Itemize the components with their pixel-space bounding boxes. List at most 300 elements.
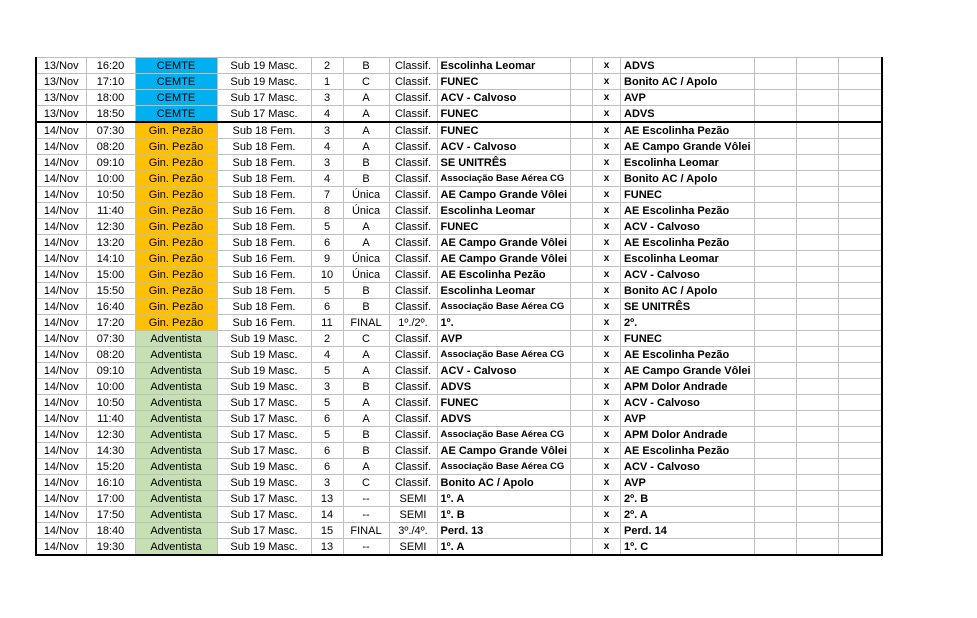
team-away-cell: ACV - Calvoso [621,395,755,411]
time-cell: 10:00 [86,379,135,395]
table-row [36,74,882,90]
team-home-cell: Associação Base Aérea CG [437,459,571,475]
date-cell: 14/Nov [36,363,86,379]
category-cell: Sub 17 Masc. [217,443,311,459]
table-row [36,283,882,299]
game-number-cell: 5 [311,283,343,299]
date-cell: 14/Nov [36,122,86,139]
category-cell: Sub 19 Masc. [217,331,311,347]
time-cell: 16:10 [86,475,135,491]
game-number-cell: 5 [311,219,343,235]
game-number-cell: 10 [311,267,343,283]
date-cell: 13/Nov [36,74,86,90]
category-cell: Sub 19 Masc. [217,347,311,363]
date-cell: 14/Nov [36,251,86,267]
team-away-cell: ADVS [621,58,755,74]
score-home-cell [571,106,593,123]
venue-cell: Adventista [135,491,217,507]
group-cell: A [343,90,389,106]
extra-cell-3 [838,475,882,491]
venue-cell: Gin. Pezão [135,251,217,267]
time-cell: 17:10 [86,74,135,90]
extra-cell-2 [796,267,838,283]
extra-cell-1 [754,315,796,331]
category-cell: Sub 18 Fem. [217,139,311,155]
group-cell: A [343,395,389,411]
extra-cell-1 [754,523,796,539]
group-cell: C [343,475,389,491]
team-home-cell: Perd. 13 [437,523,571,539]
extra-cell-3 [838,251,882,267]
versus-cell: x [593,283,621,299]
date-cell: 14/Nov [36,331,86,347]
score-home-cell [571,267,593,283]
venue-cell: Gin. Pezão [135,283,217,299]
phase-cell: Classif. [389,90,437,106]
category-cell: Sub 16 Fem. [217,251,311,267]
time-cell: 08:20 [86,347,135,363]
team-home-cell: 1º. A [437,491,571,507]
group-cell: B [343,58,389,74]
extra-cell-2 [796,155,838,171]
phase-cell: Classif. [389,379,437,395]
team-away-cell: Perd. 14 [621,523,755,539]
table-row [36,539,882,556]
time-cell: 18:40 [86,523,135,539]
versus-cell: x [593,475,621,491]
team-away-cell: APM Dolor Andrade [621,427,755,443]
score-home-cell [571,139,593,155]
category-cell: Sub 18 Fem. [217,299,311,315]
extra-cell-2 [796,122,838,139]
extra-cell-1 [754,411,796,427]
phase-cell: Classif. [389,411,437,427]
category-cell: Sub 19 Masc. [217,74,311,90]
table-row [36,347,882,363]
game-number-cell: 3 [311,90,343,106]
date-cell: 14/Nov [36,139,86,155]
venue-cell: Adventista [135,443,217,459]
time-cell: 10:00 [86,171,135,187]
extra-cell-2 [796,347,838,363]
group-cell: Única [343,203,389,219]
extra-cell-2 [796,379,838,395]
team-home-cell: ACV - Calvoso [437,363,571,379]
game-number-cell: 13 [311,491,343,507]
team-away-cell: ACV - Calvoso [621,219,755,235]
extra-cell-3 [838,491,882,507]
venue-cell: Adventista [135,539,217,556]
venue-cell: Gin. Pezão [135,139,217,155]
extra-cell-3 [838,427,882,443]
extra-cell-1 [754,106,796,123]
score-home-cell [571,122,593,139]
group-cell: C [343,74,389,90]
extra-cell-2 [796,539,838,556]
game-number-cell: 3 [311,475,343,491]
category-cell: Sub 17 Masc. [217,395,311,411]
group-cell: B [343,427,389,443]
venue-cell: Gin. Pezão [135,315,217,331]
score-home-cell [571,363,593,379]
score-home-cell [571,443,593,459]
versus-cell: x [593,267,621,283]
date-cell: 14/Nov [36,267,86,283]
category-cell: Sub 16 Fem. [217,267,311,283]
category-cell: Sub 17 Masc. [217,411,311,427]
extra-cell-3 [838,363,882,379]
versus-cell: x [593,90,621,106]
team-away-cell: Bonito AC / Apolo [621,283,755,299]
extra-cell-2 [796,139,838,155]
venue-cell: Adventista [135,411,217,427]
phase-cell: Classif. [389,171,437,187]
extra-cell-1 [754,58,796,74]
table-row [36,299,882,315]
score-home-cell [571,90,593,106]
time-cell: 07:30 [86,122,135,139]
team-home-cell: FUNEC [437,74,571,90]
extra-cell-1 [754,427,796,443]
group-cell: FINAL [343,523,389,539]
date-cell: 14/Nov [36,187,86,203]
extra-cell-2 [796,459,838,475]
time-cell: 11:40 [86,411,135,427]
table-row [36,203,882,219]
team-home-cell: Associação Base Aérea CG [437,347,571,363]
table-row [36,139,882,155]
venue-cell: Gin. Pezão [135,219,217,235]
time-cell: 14:10 [86,251,135,267]
category-cell: Sub 19 Masc. [217,459,311,475]
extra-cell-3 [838,523,882,539]
phase-cell: 1º./2º. [389,315,437,331]
team-home-cell: 1º. [437,315,571,331]
table-row [36,379,882,395]
team-away-cell: Escolinha Leomar [621,251,755,267]
group-cell: A [343,459,389,475]
score-home-cell [571,507,593,523]
group-cell: Única [343,251,389,267]
team-home-cell: ACV - Calvoso [437,90,571,106]
team-away-cell: 2º. B [621,491,755,507]
phase-cell: Classif. [389,203,437,219]
extra-cell-3 [838,106,882,123]
extra-cell-1 [754,395,796,411]
team-away-cell: AE Escolinha Pezão [621,203,755,219]
category-cell: Sub 19 Masc. [217,379,311,395]
team-away-cell: 1º. C [621,539,755,556]
versus-cell: x [593,427,621,443]
team-away-cell: Bonito AC / Apolo [621,171,755,187]
date-cell: 14/Nov [36,283,86,299]
score-home-cell [571,539,593,556]
team-home-cell: Escolinha Leomar [437,58,571,74]
date-cell: 14/Nov [36,411,86,427]
extra-cell-3 [838,443,882,459]
team-home-cell: Escolinha Leomar [437,283,571,299]
time-cell: 17:00 [86,491,135,507]
extra-cell-3 [838,139,882,155]
time-cell: 15:20 [86,459,135,475]
venue-cell: Gin. Pezão [135,187,217,203]
score-home-cell [571,74,593,90]
extra-cell-2 [796,299,838,315]
team-home-cell: Associação Base Aérea CG [437,427,571,443]
score-home-cell [571,235,593,251]
versus-cell: x [593,395,621,411]
category-cell: Sub 17 Masc. [217,507,311,523]
team-home-cell: AE Campo Grande Vôlei [437,251,571,267]
game-number-cell: 2 [311,331,343,347]
time-cell: 14:30 [86,443,135,459]
group-cell: B [343,379,389,395]
group-cell: Única [343,267,389,283]
team-home-cell: AVP [437,331,571,347]
score-home-cell [571,523,593,539]
extra-cell-1 [754,203,796,219]
game-number-cell: 7 [311,187,343,203]
team-home-cell: Associação Base Aérea CG [437,171,571,187]
team-away-cell: AE Escolinha Pezão [621,443,755,459]
category-cell: Sub 19 Masc. [217,475,311,491]
extra-cell-2 [796,283,838,299]
versus-cell: x [593,331,621,347]
game-number-cell: 15 [311,523,343,539]
time-cell: 13:20 [86,235,135,251]
group-cell: A [343,411,389,427]
table-row [36,331,882,347]
time-cell: 07:30 [86,331,135,347]
category-cell: Sub 18 Fem. [217,187,311,203]
extra-cell-1 [754,283,796,299]
score-home-cell [571,379,593,395]
venue-cell: CEMTE [135,90,217,106]
extra-cell-1 [754,155,796,171]
group-cell: -- [343,491,389,507]
time-cell: 15:50 [86,283,135,299]
time-cell: 18:50 [86,106,135,123]
date-cell: 14/Nov [36,347,86,363]
venue-cell: Adventista [135,379,217,395]
score-home-cell [571,251,593,267]
date-cell: 14/Nov [36,379,86,395]
versus-cell: x [593,523,621,539]
game-number-cell: 14 [311,507,343,523]
phase-cell: Classif. [389,187,437,203]
extra-cell-3 [838,315,882,331]
extra-cell-1 [754,491,796,507]
phase-cell: Classif. [389,58,437,74]
phase-cell: Classif. [389,251,437,267]
schedule-table [35,57,883,556]
team-home-cell: FUNEC [437,106,571,123]
team-home-cell: Associação Base Aérea CG [437,299,571,315]
group-cell: B [343,299,389,315]
venue-cell: CEMTE [135,58,217,74]
extra-cell-1 [754,251,796,267]
time-cell: 19:30 [86,539,135,556]
table-row [36,106,882,123]
category-cell: Sub 18 Fem. [217,122,311,139]
extra-cell-3 [838,379,882,395]
time-cell: 16:40 [86,299,135,315]
venue-cell: Adventista [135,507,217,523]
team-away-cell: APM Dolor Andrade [621,379,755,395]
extra-cell-3 [838,411,882,427]
time-cell: 11:40 [86,203,135,219]
venue-cell: Gin. Pezão [135,267,217,283]
table-row [36,491,882,507]
group-cell: -- [343,539,389,556]
time-cell: 12:30 [86,427,135,443]
table-row [36,155,882,171]
venue-cell: Adventista [135,395,217,411]
game-number-cell: 2 [311,58,343,74]
phase-cell: Classif. [389,299,437,315]
versus-cell: x [593,411,621,427]
versus-cell: x [593,139,621,155]
venue-cell: Gin. Pezão [135,171,217,187]
table-row [36,122,882,139]
table-row [36,251,882,267]
time-cell: 10:50 [86,187,135,203]
versus-cell: x [593,459,621,475]
phase-cell: Classif. [389,443,437,459]
phase-cell: Classif. [389,475,437,491]
venue-cell: Adventista [135,331,217,347]
versus-cell: x [593,219,621,235]
extra-cell-3 [838,235,882,251]
date-cell: 14/Nov [36,475,86,491]
time-cell: 09:10 [86,155,135,171]
extra-cell-2 [796,411,838,427]
game-number-cell: 3 [311,122,343,139]
phase-cell: Classif. [389,363,437,379]
phase-cell: Classif. [389,427,437,443]
table-row [36,315,882,331]
team-home-cell: ADVS [437,379,571,395]
group-cell: A [343,106,389,123]
extra-cell-2 [796,395,838,411]
time-cell: 16:20 [86,58,135,74]
extra-cell-1 [754,443,796,459]
versus-cell: x [593,315,621,331]
extra-cell-2 [796,203,838,219]
phase-cell: Classif. [389,122,437,139]
date-cell: 14/Nov [36,219,86,235]
phase-cell: Classif. [389,139,437,155]
extra-cell-1 [754,475,796,491]
group-cell: FINAL [343,315,389,331]
table-row [36,395,882,411]
team-away-cell: 2º. A [621,507,755,523]
extra-cell-2 [796,58,838,74]
table-row [36,475,882,491]
score-home-cell [571,427,593,443]
team-away-cell: 2º. [621,315,755,331]
extra-cell-3 [838,299,882,315]
game-number-cell: 4 [311,347,343,363]
versus-cell: x [593,507,621,523]
category-cell: Sub 19 Masc. [217,58,311,74]
category-cell: Sub 18 Fem. [217,171,311,187]
extra-cell-1 [754,187,796,203]
extra-cell-3 [838,90,882,106]
extra-cell-3 [838,347,882,363]
group-cell: Única [343,187,389,203]
extra-cell-2 [796,443,838,459]
versus-cell: x [593,122,621,139]
time-cell: 09:10 [86,363,135,379]
team-away-cell: SE UNITRÊS [621,299,755,315]
extra-cell-1 [754,507,796,523]
extra-cell-2 [796,331,838,347]
phase-cell: Classif. [389,459,437,475]
game-number-cell: 1 [311,74,343,90]
table-row [36,235,882,251]
phase-cell: Classif. [389,155,437,171]
date-cell: 14/Nov [36,539,86,556]
date-cell: 13/Nov [36,90,86,106]
category-cell: Sub 18 Fem. [217,219,311,235]
game-number-cell: 5 [311,427,343,443]
phase-cell: Classif. [389,267,437,283]
extra-cell-2 [796,475,838,491]
versus-cell: x [593,235,621,251]
extra-cell-1 [754,379,796,395]
group-cell: A [343,139,389,155]
category-cell: Sub 17 Masc. [217,427,311,443]
group-cell: A [343,122,389,139]
date-cell: 14/Nov [36,427,86,443]
score-home-cell [571,411,593,427]
phase-cell: Classif. [389,331,437,347]
category-cell: Sub 16 Fem. [217,315,311,331]
extra-cell-3 [838,58,882,74]
date-cell: 14/Nov [36,203,86,219]
score-home-cell [571,283,593,299]
venue-cell: CEMTE [135,74,217,90]
game-number-cell: 5 [311,395,343,411]
time-cell: 10:50 [86,395,135,411]
date-cell: 14/Nov [36,523,86,539]
team-away-cell: AVP [621,411,755,427]
versus-cell: x [593,251,621,267]
table-row [36,523,882,539]
extra-cell-2 [796,187,838,203]
table-row [36,267,882,283]
team-away-cell: FUNEC [621,331,755,347]
group-cell: B [343,443,389,459]
game-number-cell: 3 [311,379,343,395]
group-cell: A [343,347,389,363]
phase-cell: Classif. [389,106,437,123]
category-cell: Sub 17 Masc. [217,523,311,539]
team-away-cell: AVP [621,90,755,106]
team-away-cell: AE Campo Grande Vôlei [621,139,755,155]
versus-cell: x [593,171,621,187]
extra-cell-1 [754,235,796,251]
table-row [36,187,882,203]
extra-cell-2 [796,427,838,443]
team-home-cell: ACV - Calvoso [437,139,571,155]
venue-cell: Gin. Pezão [135,203,217,219]
score-home-cell [571,171,593,187]
versus-cell: x [593,187,621,203]
extra-cell-3 [838,74,882,90]
team-away-cell: FUNEC [621,187,755,203]
